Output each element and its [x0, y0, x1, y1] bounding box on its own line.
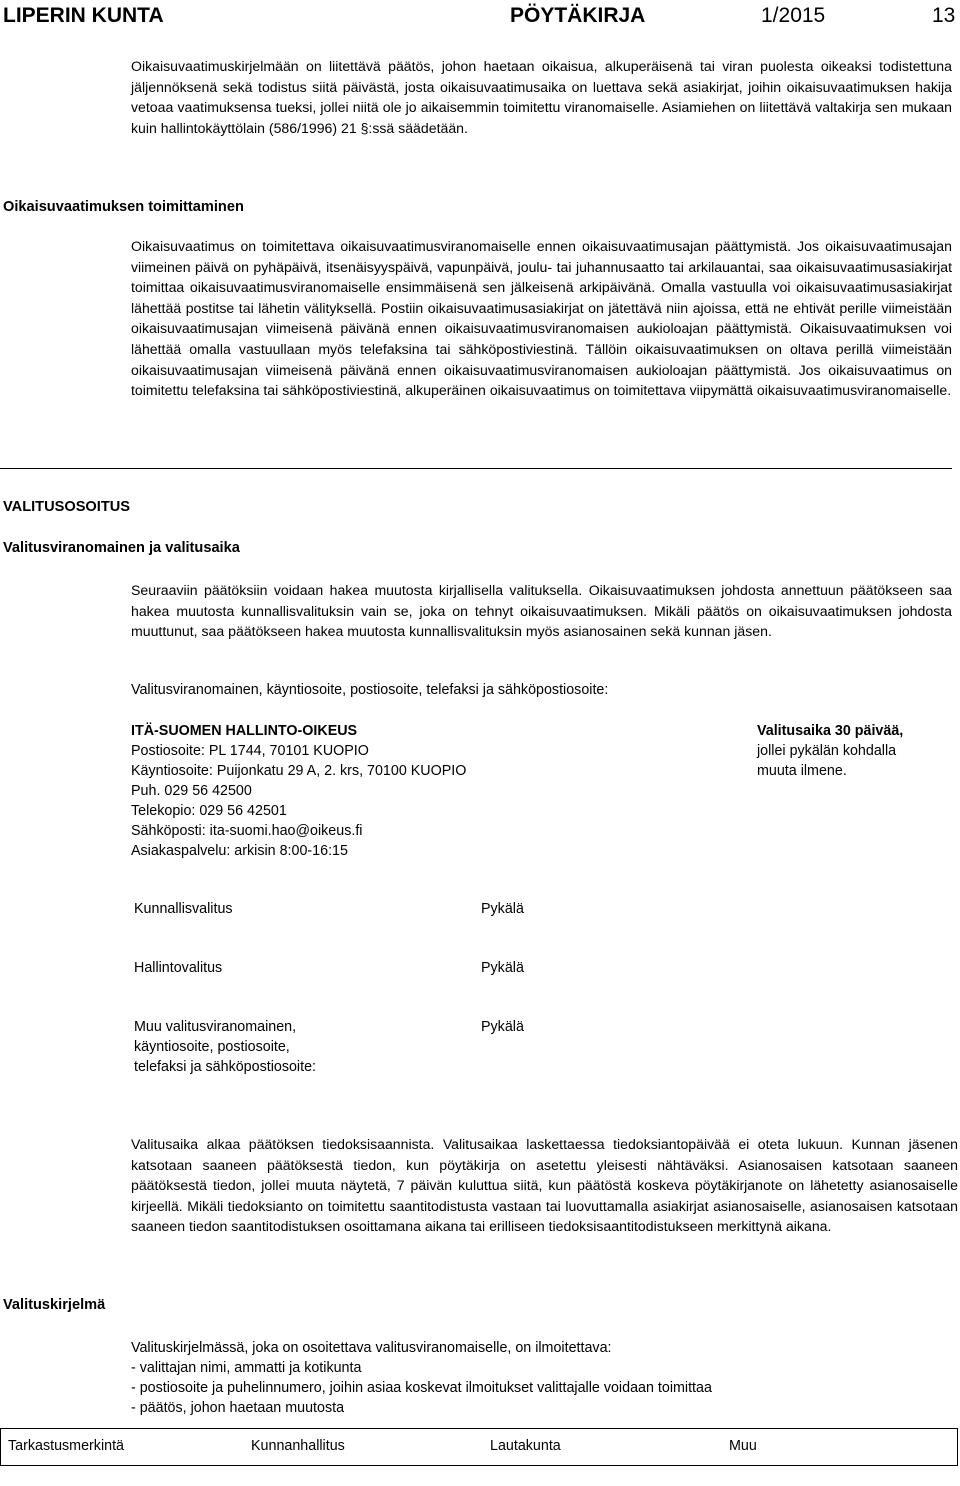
appeal-type-value: Pykälä	[481, 901, 524, 917]
document-type: PÖYTÄKIRJA	[510, 4, 646, 27]
intro-paragraph: Oikaisuvaatimuskirjelmään on liitettävä päätös, johon haetaan oikaisua, alkuperäisenä tai viran puolesta oikeaksi todistettuna jäljennöksenä sekä todistus siitä päivästä, josta oikaisuvaatimusaika on luettava sekä asiakirjat, joihin oikaisuvaatimuksen hakija vetoaa vaatimuksensa tueksi, jollei niitä ole jo aikaisemmin toimitettu viranomaiselle. Asiamiehen on liitettävä valtakirja sen mukaan kuin hallintokäyttölain (586/1996) 21 §:ssä säädetään.	[131, 58, 952, 136]
footer-inspection-label: Tarkastusmerkintä	[8, 1438, 125, 1454]
appeal-type-label: telefaksi ja sähköpostiosoite:	[134, 1059, 316, 1075]
appeal-period-title: Valitusaika 30 päivää,	[757, 723, 904, 739]
appeal-type-label: käyntiosoite, postiosoite,	[134, 1039, 290, 1055]
authority-phone: Puh. 029 56 42500	[131, 783, 252, 799]
appeal-type-label: Kunnallisvalitus	[134, 901, 233, 917]
letter-intro: Valituskirjelmässä, joka on osoitettava valitusviranomaiselle, on ilmoitettava:	[131, 1340, 612, 1356]
appeal-period-line-2: jollei pykälän kohdalla	[757, 743, 897, 759]
footer-committee-label: Lautakunta	[490, 1438, 561, 1454]
authority-fax: Telekopio: 029 56 42501	[131, 803, 287, 819]
letter-heading: Valituskirjelmä	[3, 1297, 106, 1313]
footer-board-label: Kunnanhallitus	[251, 1438, 345, 1454]
appeal-subheading: Valitusviranomainen ja valitusaika	[3, 540, 240, 556]
authority-label: Valitusviranomainen, käyntiosoite, postiosoite, telefaksi ja sähköpostiosoite:	[131, 682, 609, 698]
page-footer	[0, 1428, 958, 1466]
authority-postal: Postiosoite: PL 1744, 70101 KUOPIO	[131, 743, 369, 759]
appeal-period-line-3: muuta ilmene.	[757, 763, 847, 779]
authority-visiting: Käyntiosoite: Puijonkatu 29 A, 2. krs, 70100 KUOPIO	[131, 763, 467, 779]
appeal-type-label: Hallintovalitus	[134, 960, 223, 976]
municipality-name: LIPERIN KUNTA	[3, 4, 164, 27]
section-divider	[0, 468, 952, 469]
appeal-type-label: Muu valitusviranomainen,	[134, 1019, 297, 1035]
letter-list-item: - valittajan nimi, ammatti ja kotikunta	[131, 1360, 362, 1376]
submission-heading: Oikaisuvaatimuksen toimittaminen	[3, 199, 244, 215]
footer-other-label: Muu	[729, 1438, 757, 1454]
authority-email: Sähköposti: ita-suomi.hao@oikeus.fi	[131, 823, 363, 839]
letter-list-item: - postiosoite ja puhelinnumero, joihin asiaa koskevat ilmoitukset valittajalle voidaan toimittaa	[131, 1380, 712, 1396]
page-number: 13	[932, 4, 956, 27]
letter-list-item: - päätös, johon haetaan muutosta	[131, 1400, 345, 1416]
appeal-time-paragraph: Valitusaika alkaa päätöksen tiedoksisaannista. Valitusaikaa laskettaessa tiedoksiantopäivää ei oteta lukuun. Kunnan jäsenen katsotaan saaneen päätöksestä tiedon, kun pöytäkirja on asetettu yleisesti nähtäväksi. Asianosaisen katsotaan saaneen päätöksestä tiedon, jollei muuta näytetä, 7 päivän kuluttua siitä, kun päätöstä koskeva pöytäkirjanote on lähetetty asianosaiselle kirjeellä. Mikäli tiedoksianto on toimitettu saantitodistusta vastaan tai luovuttamalla asiakirjat asianosaiselle, asianosaisen katsotaan saaneen tiedon saantitodistuksen osoittamana aikana tai erilliseen tiedoksisaantitodistukseen merkittynä aikana.	[131, 1136, 958, 1235]
submission-paragraph: Oikaisuvaatimus on toimitettava oikaisuvaatimusviranomaiselle ennen oikaisuvaatimusajan päättymistä. Jos oikaisuvaatimusajan viimeinen päivä on pyhäpäivä, itsenäisyyspäivä, vapunpäivä, joulu- tai juhannusaatto tai arkilauantai, saa oikaisuvaatimusasiakirjat toimittaa oikaisuvaatimusviranomaiselle ensimmäisenä sen jälkeisenä arkipäivänä. Omalla vastuulla voi oikaisuvaatimusasiakirjat lähettää postitse tai lähetin välityksellä. Postiin oikaisuvaatimusasiakirjat on jätettävä niin ajoissa, että ne ehtivät perille viimeistään oikaisuvaatimusajan viimeisenä päivänä ennen oikaisuvaatimusviranomaisen aukioloajan päättymistä. Oikaisuvaatimuksen voi lähettää omalla vastuullaan myös telefaksina tai sähköpostiviestinä. Tällöin oikaisuvaatimuksen on oltava perillä viimeistään oikaisuvaatimusajan viimeisenä päivänä ennen oikaisuvaatimusviranomaisen aukioloajan päättymistä. Jos oikaisuvaatimus on toimitettu telefaksina tai sähköpostiviestinä, alkuperäinen oikaisuvaatimus on toimitettava viipymättä oikaisuvaatimusviranomaiselle.	[131, 238, 952, 399]
appeal-type-value: Pykälä	[481, 1019, 524, 1035]
issue-number: 1/2015	[761, 4, 826, 27]
page-header	[0, 0, 960, 34]
authority-name: ITÄ-SUOMEN HALLINTO-OIKEUS	[131, 723, 358, 739]
appeal-heading: VALITUSOSOITUS	[3, 499, 131, 515]
appeal-type-value: Pykälä	[481, 960, 524, 976]
appeal-intro-paragraph: Seuraaviin päätöksiin voidaan hakea muutosta kirjallisella valituksella. Oikaisuvaatimuksen johdosta annettuun päätökseen saa hakea muutosta kunnallisvalituksin vain se, joka on tehnyt oikaisuvaatimuksen. Mikäli päätös on oikaisuvaatimuksen johdosta muuttunut, saa päätökseen hakea muutosta kunnallisvalituksin myös asianosainen sekä kunnan jäsen.	[131, 582, 952, 640]
authority-service-hours: Asiakaspalvelu: arkisin 8:00-16:15	[131, 843, 348, 859]
